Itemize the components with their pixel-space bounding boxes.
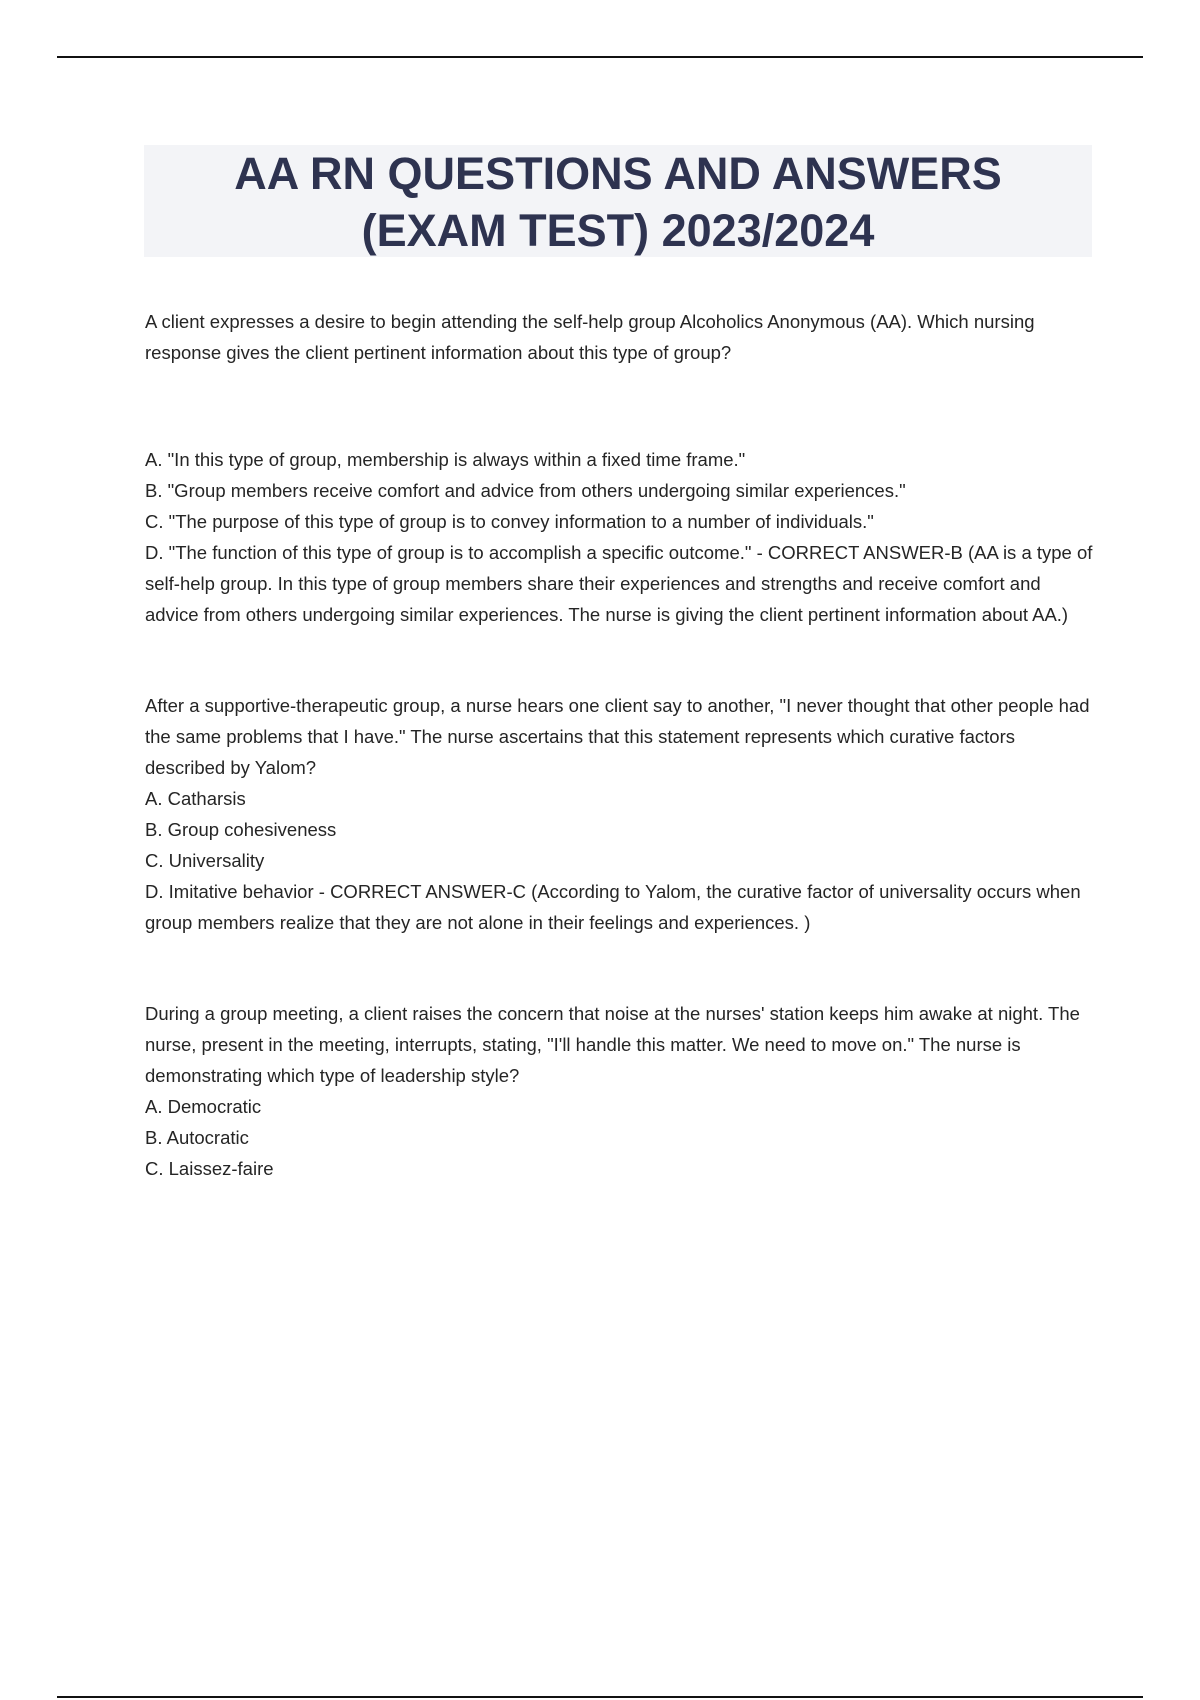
question-1 (145, 306, 1095, 630)
answer-option: A. Catharsis (145, 788, 246, 809)
answer-option-with-answer: D. "The function of this type of group is to accomplish a specific outcome." - CORRECT ANSWER-B (AA is a type of self-help group. In this type of group members share their experiences and strengths and receive comfort and advice from others undergoing similar experiences. The nurse is giving the client pertinent information about AA.) (145, 542, 1093, 625)
bottom-rule (57, 1696, 1143, 1698)
answer-option: C. Laissez-faire (145, 1158, 274, 1179)
question-spacer (145, 938, 1095, 998)
question-list (145, 306, 1095, 1184)
question-stem: A client expresses a desire to begin attending the self-help group Alcoholics Anonymous (AA). Which nursing response gives the client pertinent information about this type of group? (145, 311, 1035, 363)
answer-option: B. Group cohesiveness (145, 819, 337, 840)
question-stem: During a group meeting, a client raises the concern that noise at the nurses' station keeps him awake at night. The nurse, present in the meeting, interrupts, stating, "I'll handle this matter. We need to move on." The nurse is demonstrating which type of leadership style? (145, 1003, 1080, 1086)
question-2 (145, 690, 1095, 938)
answer-option-with-answer: D. Imitative behavior - CORRECT ANSWER-C (According to Yalom, the curative factor of universality occurs when group members realize that they are not alone in their feelings and experiences. ) (145, 881, 1081, 933)
answer-option: C. Universality (145, 850, 265, 871)
title-line-2: (EXAM TEST) 2023/2024 (361, 205, 875, 256)
answer-option: B. Autocratic (145, 1127, 249, 1148)
answer-option: C. "The purpose of this type of group is to convey information to a number of individuals." (145, 511, 874, 532)
title-line-1: AA RN QUESTIONS AND ANSWERS (234, 148, 1002, 199)
question-spacer (145, 630, 1095, 690)
answer-option: A. "In this type of group, membership is always within a fixed time frame." (145, 449, 746, 470)
question-3 (145, 998, 1095, 1184)
answer-option: A. Democratic (145, 1096, 262, 1117)
document-title (144, 145, 1092, 259)
question-stem: After a supportive-therapeutic group, a nurse hears one client say to another, "I never thought that other people had the same problems that I have." The nurse ascertains that this statement represents which curative factors described by Yalom? (145, 695, 1090, 778)
answer-option: B. "Group members receive comfort and advice from others undergoing similar experiences." (145, 480, 906, 501)
top-rule (57, 56, 1143, 58)
